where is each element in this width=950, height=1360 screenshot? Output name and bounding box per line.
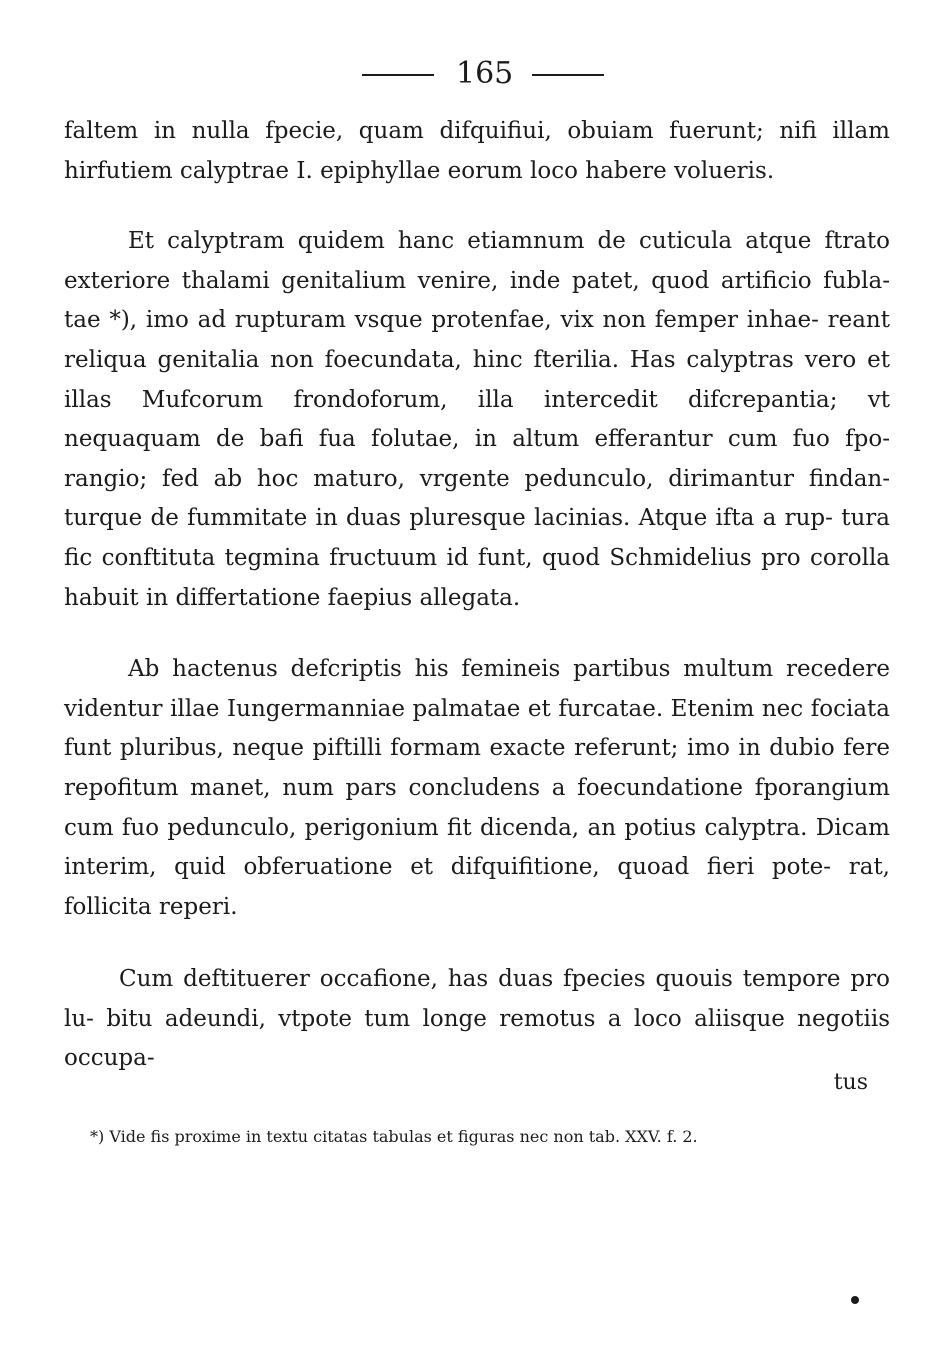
text-line: tae *), imo ad rupturam vsque protenfae, vix non femper inhae- bbox=[64, 307, 819, 334]
text-line: hirfutiem calyptrae I. epiphyllae eorum loco habere volueris. bbox=[64, 157, 775, 184]
paragraph-4 bbox=[64, 960, 890, 1079]
text-line: Cum deftituerer occafione, has duas fpecies quouis tempore pro lu- bbox=[64, 966, 890, 1032]
text-line: tura fic conftituta tegmina fructuum id funt, quod Schmidelius pro bbox=[64, 505, 890, 571]
text-line: Et calyptram quidem hanc etiamnum de cuticula atque ftrato bbox=[128, 228, 890, 255]
catchword: tus bbox=[833, 1070, 868, 1095]
page-header bbox=[0, 56, 950, 96]
main-text bbox=[64, 112, 890, 1079]
text-line: exteriore thalami genitalium venire, inde patet, quod artificio fubla- bbox=[64, 267, 890, 294]
header-rule-left bbox=[362, 74, 434, 76]
text-line: cum fuo pedunculo, perigonium fit dicenda, an potius calyptra. bbox=[64, 814, 808, 841]
paragraph-3 bbox=[64, 650, 890, 927]
text-line: repofitum manet, num pars concludens a foecundatione fporangium bbox=[64, 774, 890, 801]
text-line: faltem in nulla fpecie, quam difquifiui, obuiam fuerunt; nifi illam bbox=[64, 118, 890, 144]
text-line: vero et illas Mufcorum frondoforum, illa intercedit difcrepantia; vt bbox=[64, 346, 890, 413]
text-line: corolla habuit in differtatione faepius allegata. bbox=[64, 544, 891, 611]
footnote: *) Vide fis proxime in textu citatas tabulas et figuras nec non tab. XXV. f. 2. bbox=[90, 1127, 698, 1146]
text-line: Dicam interim, quid obferuatione et difquifitione, quoad fieri pote- bbox=[64, 814, 890, 881]
text-line: videntur illae Iungermanniae palmatae et furcatae. Etenim nec fociata bbox=[64, 695, 890, 722]
text-line: rangio; fed ab hoc maturo, vrgente pedunculo, dirimantur findan- bbox=[64, 465, 890, 492]
paragraph-2 bbox=[64, 222, 890, 618]
paragraph-1 bbox=[64, 112, 890, 191]
ink-dot bbox=[851, 1296, 859, 1304]
text-line: nequaquam de bafi fua folutae, in altum efferantur cum fuo fpo- bbox=[64, 426, 890, 453]
text-line: bitu adeundi, vtpote tum longe remotus a loco aliisque negotiis occupa- bbox=[64, 1005, 890, 1072]
text-line: rat, follicita reperi. bbox=[64, 854, 890, 920]
text-line: funt pluribus, neque piftilli formam exacte referunt; imo in dubio fere bbox=[64, 735, 890, 762]
text-line: Ab hactenus defcriptis his femineis partibus multum recedere bbox=[128, 656, 890, 683]
text-line: turque de fummitate in duas pluresque lacinias. Atque ifta a rup- bbox=[64, 505, 833, 532]
text-line: reant reliqua genitalia non foecundata, hinc fterilia. Has calyptras bbox=[64, 307, 890, 373]
page-number: 165 bbox=[456, 56, 514, 91]
header-rule-right bbox=[532, 74, 604, 76]
